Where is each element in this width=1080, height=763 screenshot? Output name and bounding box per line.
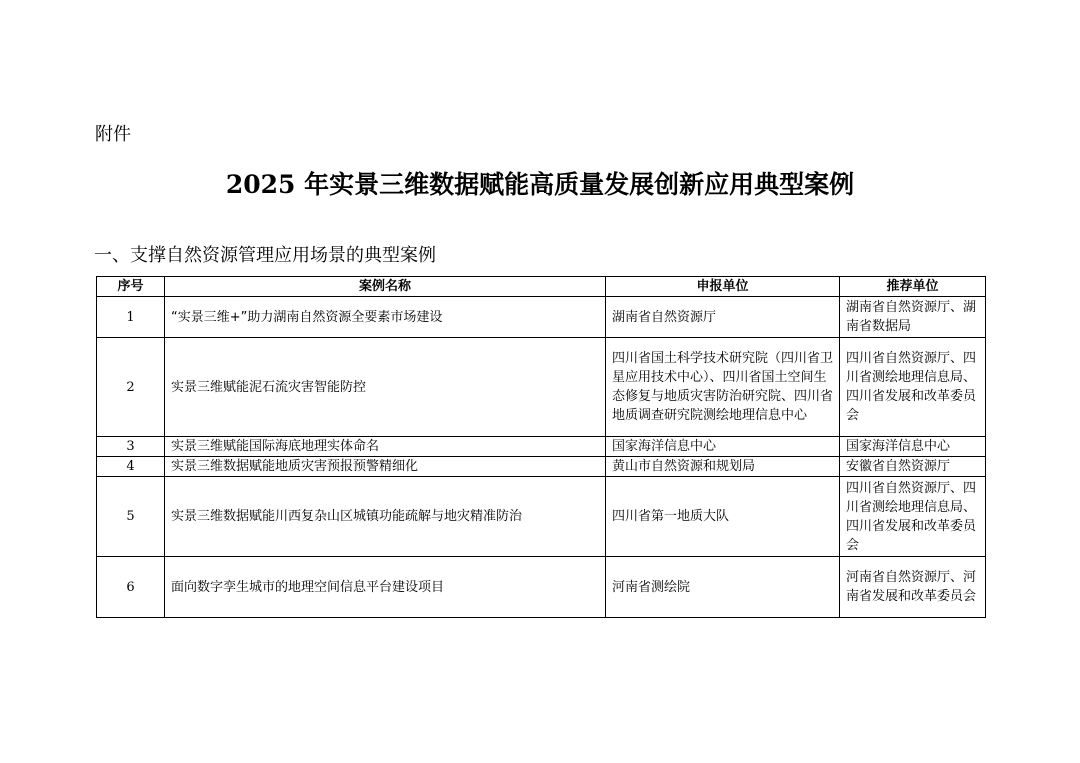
cell-applicant: 湖南省自然资源厅: [606, 297, 840, 338]
cell-no: 1: [97, 297, 165, 338]
cell-applicant: 国家海洋信息中心: [606, 437, 840, 457]
cell-recommender: 湖南省自然资源厅、湖南省数据局: [840, 297, 986, 338]
table-row: [97, 457, 986, 477]
cell-no: 4: [97, 457, 165, 477]
cell-applicant: 四川省国土科学技术研究院（四川省卫星应用技术中心）、四川省国土空间生态修复与地质灾害防治研究院、四川省地质调查研究院测绘地理信息中心: [606, 338, 840, 437]
table-row: [97, 557, 986, 618]
cell-applicant: 河南省测绘院: [606, 557, 840, 618]
cell-recommender: 安徽省自然资源厅: [840, 457, 986, 477]
cell-case-name: “实景三维+”助力湖南自然资源全要素市场建设: [165, 297, 606, 338]
cell-applicant: 四川省第一地质大队: [606, 477, 840, 557]
cell-case-name: 实景三维数据赋能地质灾害预报预警精细化: [165, 457, 606, 477]
cell-case-name: 实景三维赋能国际海底地理实体命名: [165, 437, 606, 457]
header-recommender: 推荐单位: [840, 277, 986, 297]
header-case-name: 案例名称: [165, 277, 606, 297]
table-header-row: [97, 277, 986, 297]
cell-recommender: 河南省自然资源厅、河南省发展和改革委员会: [840, 557, 986, 618]
table-row: [97, 338, 986, 437]
table-row: [97, 297, 986, 338]
cell-applicant: 黄山市自然资源和规划局: [606, 457, 840, 477]
table-header: [97, 277, 986, 297]
cell-no: 5: [97, 477, 165, 557]
cell-recommender: 四川省自然资源厅、四川省测绘地理信息局、四川省发展和改革委员会: [840, 477, 986, 557]
section-heading: 一、支撑自然资源管理应用场景的典型案例: [94, 245, 436, 266]
table-row: [97, 437, 986, 457]
cell-case-name: 面向数字孪生城市的地理空间信息平台建设项目: [165, 557, 606, 618]
cell-case-name: 实景三维赋能泥石流灾害智能防控: [165, 338, 606, 437]
document-title: 2025 年实景三维数据赋能高质量发展创新应用典型案例: [225, 170, 855, 199]
cell-recommender: 国家海洋信息中心: [840, 437, 986, 457]
cell-no: 2: [97, 338, 165, 437]
header-applicant: 申报单位: [606, 277, 840, 297]
cell-recommender: 四川省自然资源厅、四川省测绘地理信息局、四川省发展和改革委员会: [840, 338, 986, 437]
table-body: [97, 297, 986, 618]
table-row: [97, 477, 986, 557]
cell-case-name: 实景三维数据赋能川西复杂山区城镇功能疏解与地灾精准防治: [165, 477, 606, 557]
cell-no: 6: [97, 557, 165, 618]
header-no: 序号: [97, 277, 165, 297]
cases-table: [96, 276, 986, 618]
cell-no: 3: [97, 437, 165, 457]
attachment-label: 附件: [95, 124, 131, 145]
